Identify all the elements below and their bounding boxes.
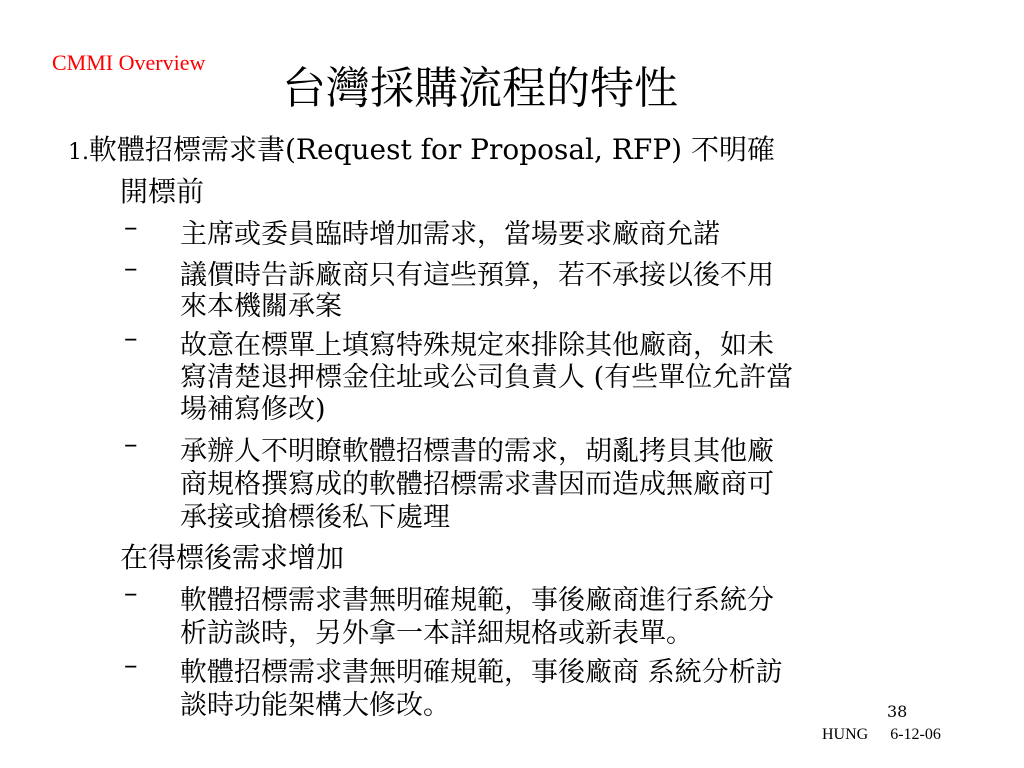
bullet-line: 析訪談時，另外拿一本詳細規格或新表單。 [180, 618, 693, 649]
item-number: 1. [68, 140, 89, 165]
bullet-line: 故意在標單上填寫特殊規定來排除其他廠商，如未 [180, 330, 774, 361]
section-title: 開標前 [120, 175, 205, 208]
bullet-line: 軟體招標需求書無明確規範，事後廠商 系統分析訪 [180, 657, 783, 688]
bullet-line: 議價時告訴廠商只有這些預算，若不承接以後不用 [180, 260, 774, 291]
bullet-dash: – [124, 650, 138, 681]
bullet-line: 寫清楚退押標金住址或公司負責人 (有些單位允許當 [180, 362, 794, 393]
bullet-line: 主席或委員臨時增加需求，當場要求廠商允諾 [180, 219, 720, 250]
bullet-line: 來本機關承案 [180, 291, 342, 322]
header-label: CMMI Overview [52, 50, 206, 75]
footer-credit [822, 726, 941, 744]
bullet-line: 商規格撰寫成的軟體招標需求書因而造成無廠商可 [180, 469, 774, 500]
bullet-dash: – [124, 578, 138, 609]
footer-author: HUNG [822, 726, 869, 743]
bullet-line: 談時功能架構大修改。 [180, 690, 450, 721]
bullet-dash: – [124, 429, 138, 460]
item-heading [68, 128, 775, 168]
bullet-dash: – [124, 253, 138, 284]
bullet-line: 承接或搶標後私下處理 [180, 502, 450, 533]
bullet-line: 承辦人不明瞭軟體招標書的需求，胡亂拷貝其他廠 [180, 436, 774, 467]
footer-date: 6-12-06 [890, 726, 941, 743]
page-number: 38 [887, 702, 908, 721]
bullet-dash: – [124, 212, 138, 243]
item-heading-text: 軟體招標需求書(Request for Proposal, RFP) 不明確 [89, 133, 775, 166]
bullet-dash: – [124, 323, 138, 354]
slide-title: 台灣採購流程的特性 [282, 63, 678, 114]
section-title: 在得標後需求增加 [120, 541, 345, 574]
bullet-line: 軟體招標需求書無明確規範，事後廠商進行系統分 [180, 585, 774, 616]
bullet-line: 場補寫修改) [180, 394, 326, 425]
